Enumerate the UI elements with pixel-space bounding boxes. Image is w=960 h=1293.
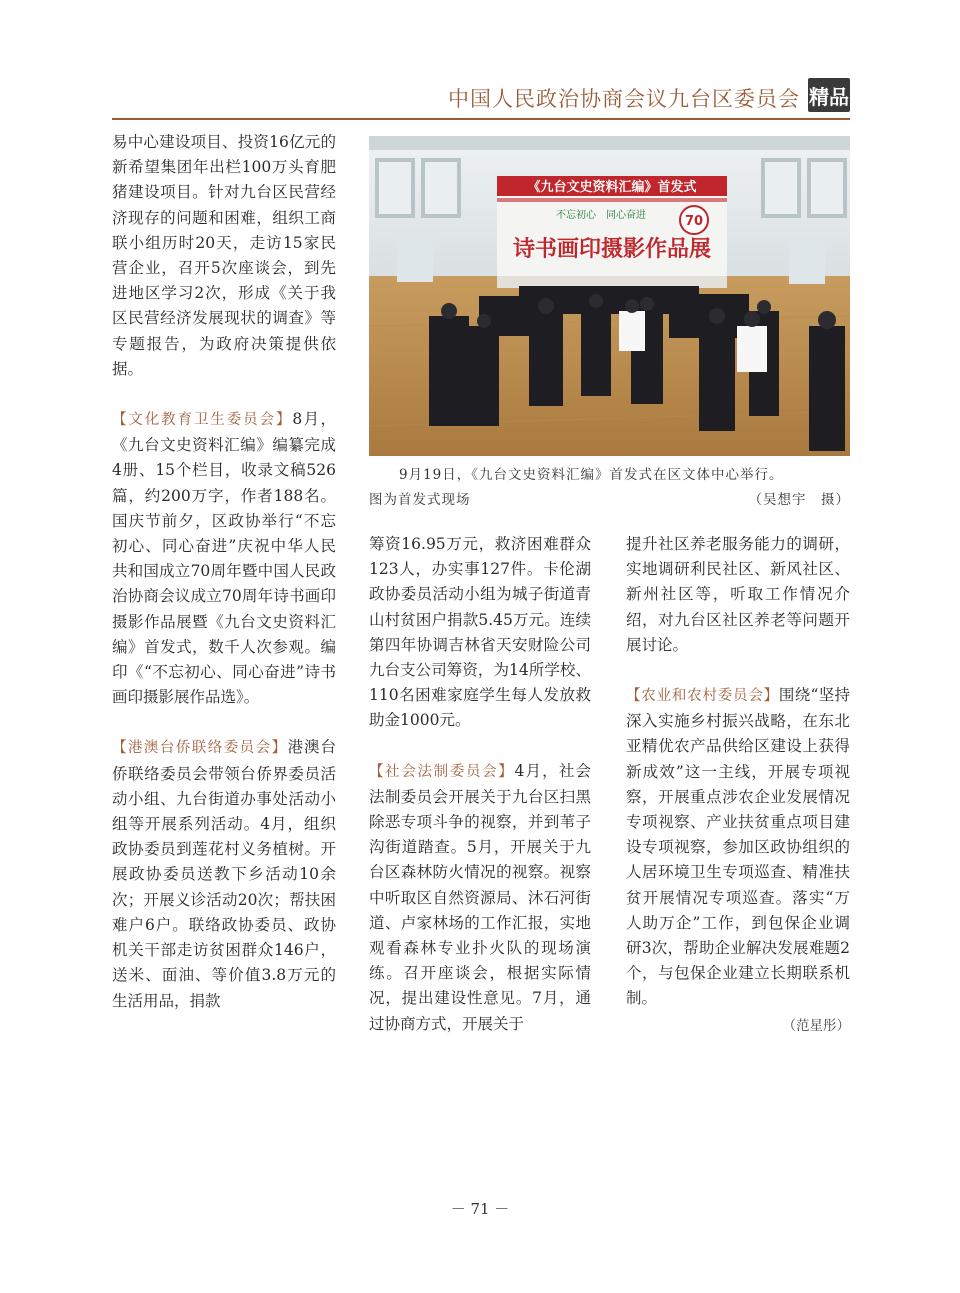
exhibit-title-text: 诗书画印摄影作品展: [512, 236, 712, 262]
paragraph-elderly-care: 提升社区养老服务能力的调研，实地调研利民社区、新风社区、新州社区等，听取工作情况介绍，对九台区社区养老等问题开展讨论。: [626, 535, 850, 654]
article-column-3: [626, 532, 850, 1039]
caption-line: [369, 488, 850, 513]
section-social-legal: [369, 759, 591, 1037]
article-column-1: [112, 130, 336, 1014]
author-signature: （范星彤）: [782, 1017, 850, 1034]
caption-line: 9月19日，《九台文史资料汇编》首发式在区文体中心举行。: [399, 467, 784, 483]
section-heading: 【农业和农村委员会】: [626, 688, 779, 705]
page-number: － 71 －: [450, 1200, 510, 1218]
section-agriculture-rural: [626, 683, 850, 1012]
launch-ceremony-photo: [369, 136, 850, 456]
section-body: 围绕“坚持深入实施乡村振兴战略，在东北亚精优农产品供给区建设上获得新成效”这一主线，开展专项视察，开展重点涉农企业发展情况专项视察、产业扶贫重点项目建设专项视察，参加区政协组织的人居环境卫生专项巡查、精准扶贫开展情况专项巡查。落实“万人助万企”工作，到包保企业调研3次，帮助企业解决发展难题2个，与包保企业建立长期联系机制。: [626, 686, 850, 1008]
section-culture-education-health: [112, 407, 336, 710]
photo-caption: [369, 463, 850, 513]
section-body: 8月，《九台文史资料汇编》编纂完成4册、15个栏目，收录文稿526篇，约200万字，作者188名。国庆节前夕，区政协举行“不忘初心、同心奋进”庆祝中华人民共和国成立70周年暨中国人民政治协商会议成立70周年诗书画印摄影作品展暨《九台文史资料汇编》首发式，数千人次参观。编印《“不忘初心、同心奋进”诗书画印摄影展作品选》。: [112, 410, 336, 707]
section-body: 港澳台侨联络委员会带领台侨界委员活动小组、九台街道办事处活动小组等开展系列活动。4月，组织政协委员到莲花村义务植树。开展政协委员送教下乡活动10余次；开展义诊活动20次；帮扶困难户6户。联络政协委员、政协机关干部走访贫困群众146户，送米、面油、等价值3.8万元的生活用品，捐款: [112, 738, 336, 1010]
header-divider: [112, 118, 850, 120]
jingpin-badge: 精品: [808, 78, 850, 112]
emblem-70-text: 70: [684, 214, 704, 229]
article-column-2: [369, 532, 591, 1037]
section-body: 4月，社会法制委员会开展关于九台区扫黑除恶专项斗争的视察，并到苇子沟街道踏查。5月，开展关于九台区森林防火情况的视察。视察中听取区自然资源局、沐石河街道、卢家林场的工作汇报，实地观看森林专业扑火队的现场演练。召开座谈会，根据实际情况，提出建设性意见。7月，通过协商方式，开展关于: [369, 761, 592, 1033]
section-heading: 【港澳台侨联络委员会】: [112, 740, 288, 757]
caption-text: 图为首发式现场: [369, 492, 471, 508]
section-heading: 【文化教育卫生委员会】: [112, 412, 293, 429]
photo-credit: （吴想宇 摄）: [748, 492, 850, 508]
paragraph-relief-funds: 筹资16.95万元，救济困难群众123人，办实事127件。卡伦湖政协委员活动小组为城子街道青山村贫困户捐款5.45万元。连续第四年协调吉林省天安财险公司九台支公司筹资，为14所学校、110名困难家庭学生每人发放救助金1000元。: [369, 535, 591, 730]
journal-header-title: 中国人民政治协商会议九台区委员会: [448, 87, 800, 111]
banner-title-text: 《九台文史资料汇编》首发式: [527, 180, 697, 195]
section-hk-macau-taiwan: [112, 735, 336, 1013]
paragraph-investment-projects: 易中心建设项目、投资16亿元的新希望集团年出栏100万头育肥猪建设项目。针对九台区民营经济现存的问题和困难，组织工商联小组历时20天，走访15家民营企业，召开5次座谈会，到先进地区学习2次，形成《关于我区民营经济发展现状的调查》等专题报告，为政府决策提供依据。: [112, 133, 336, 378]
section-heading: 【社会法制委员会】: [369, 763, 515, 780]
slogan-text: 不忘初心 同心奋进: [556, 210, 646, 221]
